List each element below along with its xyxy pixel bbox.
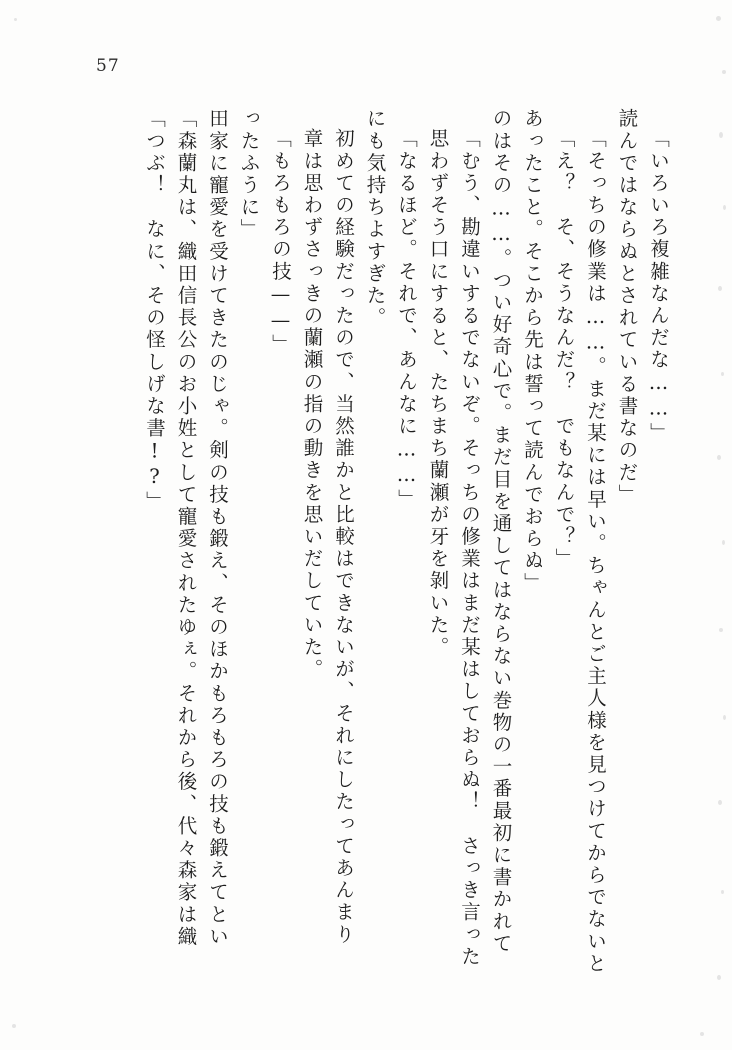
text-column: にも気持ちよすぎた。 [363,108,387,329]
text-column: あったこと。そこから先は誓って読んでおらぬ」 [521,108,544,595]
vertical-text-block [133,108,669,978]
text-column: 「つぶ！ なに、その怪しげな書!?」 [143,108,166,513]
scan-speck [722,540,725,545]
scan-speck [717,975,721,980]
scan-speck [719,628,723,632]
text-column: 「いろいろ複雑なんだな……」 [647,128,670,445]
text-column: 田家に寵愛を受けてきたのじゃ。剣の技も鍛え、そのほかもろもろの技も鍛えてとい [206,108,229,948]
text-column: 「なるほど。それで、あんなに……」 [395,128,418,511]
scan-speck [721,372,724,376]
scan-speck [700,1032,704,1036]
scan-speck [717,455,721,460]
text-column: 読んではならぬとされている書なのだ」 [615,108,639,506]
text-column: 思わずそう口にすると、たちまち蘭瀬が牙を剝いた。 [426,128,450,659]
text-column: 「もろもろの技——」 [269,128,292,356]
scan-speck [14,18,17,21]
scan-speck [716,16,721,21]
text-column: 「森蘭丸は、織田信長公のお小姓として寵愛されたゆぇ。それから後、代々森家は織 [174,108,198,948]
text-column: 「むう、勘違いするでないぞ。そっちの修業はまだ某はしておらぬ！ さっき言った [458,128,481,968]
scan-speck [718,800,722,805]
text-column: 「そっちの修業は……。まだ某には早い。ちゃんとご主人様を見つけてからでないと [584,128,607,975]
scan-speck [721,890,724,894]
scan-speck [723,715,726,720]
scan-speck [12,1024,16,1028]
text-column: 「え？ そ、そうなんだ？ でもなんで？」 [552,128,576,570]
scan-speck [719,132,723,138]
scan-speck [723,205,726,210]
scan-speck [722,70,726,74]
text-column: ったふうに」 [237,108,261,241]
scan-speck [718,286,722,291]
page-number: 57 [96,56,120,76]
text-column: 章は思わずさっきの蘭瀬の指の動きを思いだしていた。 [300,128,324,681]
text-column: 初めての経験だったので、当然誰かと比較はできないが、それにしたってあんまり [332,128,355,946]
text-column: のはその……。つい好奇心で。まだ目を通してはならない巻物の一番最初に書かれて [489,108,513,955]
